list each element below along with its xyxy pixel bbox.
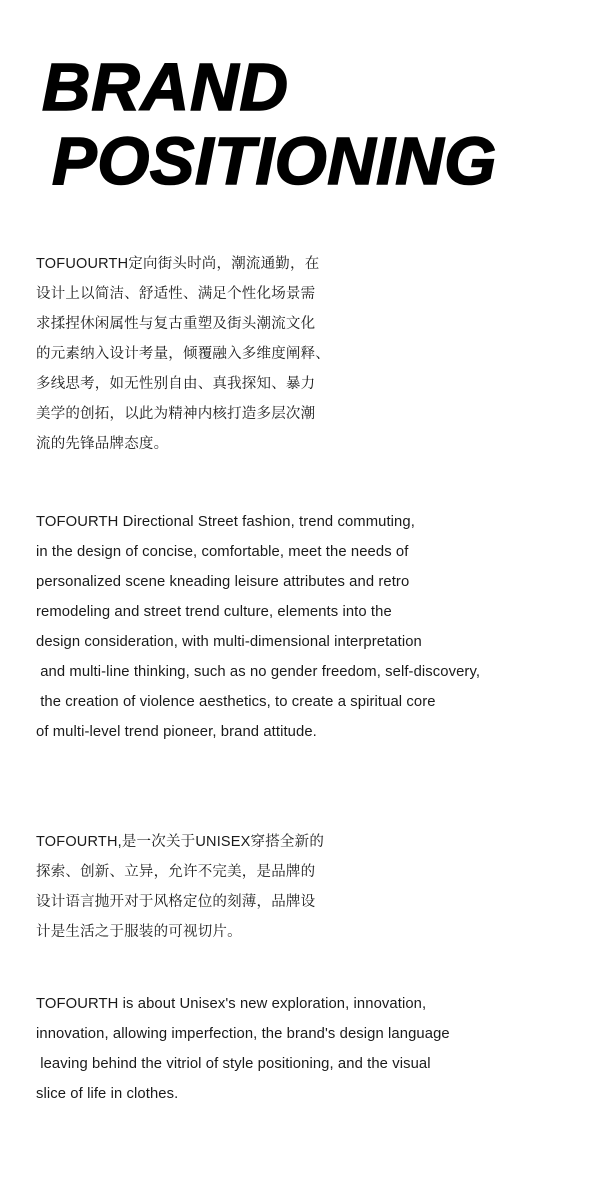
text-line: 求揉捏休闲属性与复古重塑及街头潮流文化 [36,316,316,332]
text-line: 美学的创拓，以此为精神内核打造多层次潮 [36,406,316,422]
text-line: of multi-level trend pioneer, brand attitude. [36,724,317,740]
text-line: 探索、创新、立异，允许不完美，是品牌的 [36,864,316,880]
paragraph-spacer [36,459,581,507]
paragraph-chinese-unisex [36,827,581,947]
text-line: personalized scene kneading leisure attributes and retro [36,574,410,590]
text-line: TOFOURTH Directional Street fashion, trend commuting, [36,514,415,530]
text-line: TOFUOURTH定向街头时尚，潮流通勤，在 [36,256,320,272]
text-line: 流的先锋品牌态度。 [36,436,169,452]
paragraph-spacer [36,947,581,989]
text-line: TOFOURTH,是一次关于UNISEX穿搭全新的 [36,834,325,850]
text-line: in the design of concise, comfortable, meet the needs of [36,544,409,560]
text-line: remodeling and street trend culture, elements into the [36,604,392,620]
page-title [0,50,600,199]
paragraph-english-intro [36,507,581,747]
text-line: 设计语言抛开对于风格定位的刻薄，品牌设 [36,894,316,910]
text-line: design consideration, with multi-dimensional interpretation [36,634,422,650]
paragraph-chinese-intro [36,249,581,459]
text-line: 的元素纳入设计考量，倾覆融入多维度阐释、 [36,346,330,362]
page-title-line-brand: BRAND [42,50,289,125]
text-line: the creation of violence aesthetics, to create a spiritual core [36,694,436,710]
text-line: innovation, allowing imperfection, the brand's design language [36,1026,450,1042]
text-line: slice of life in clothes. [36,1086,179,1102]
text-line: 多线思考，如无性别自由、真我探知、暴力 [36,376,316,392]
text-line: and multi-line thinking, such as no gender freedom, self-discovery, [36,664,481,680]
text-line: TOFOURTH is about Unisex's new exploration, innovation, [36,996,427,1012]
page-title-line-positioning: POSITIONING [52,123,497,199]
text-line: leaving behind the vitriol of style positioning, and the visual [36,1056,431,1072]
body-copy [36,249,581,1109]
paragraph-english-unisex [36,989,581,1109]
text-line: 设计上以简洁、舒适性、满足个性化场景需 [36,286,316,302]
paragraph-spacer [36,747,581,827]
text-line: 计是生活之于服装的可视切片。 [36,924,242,940]
